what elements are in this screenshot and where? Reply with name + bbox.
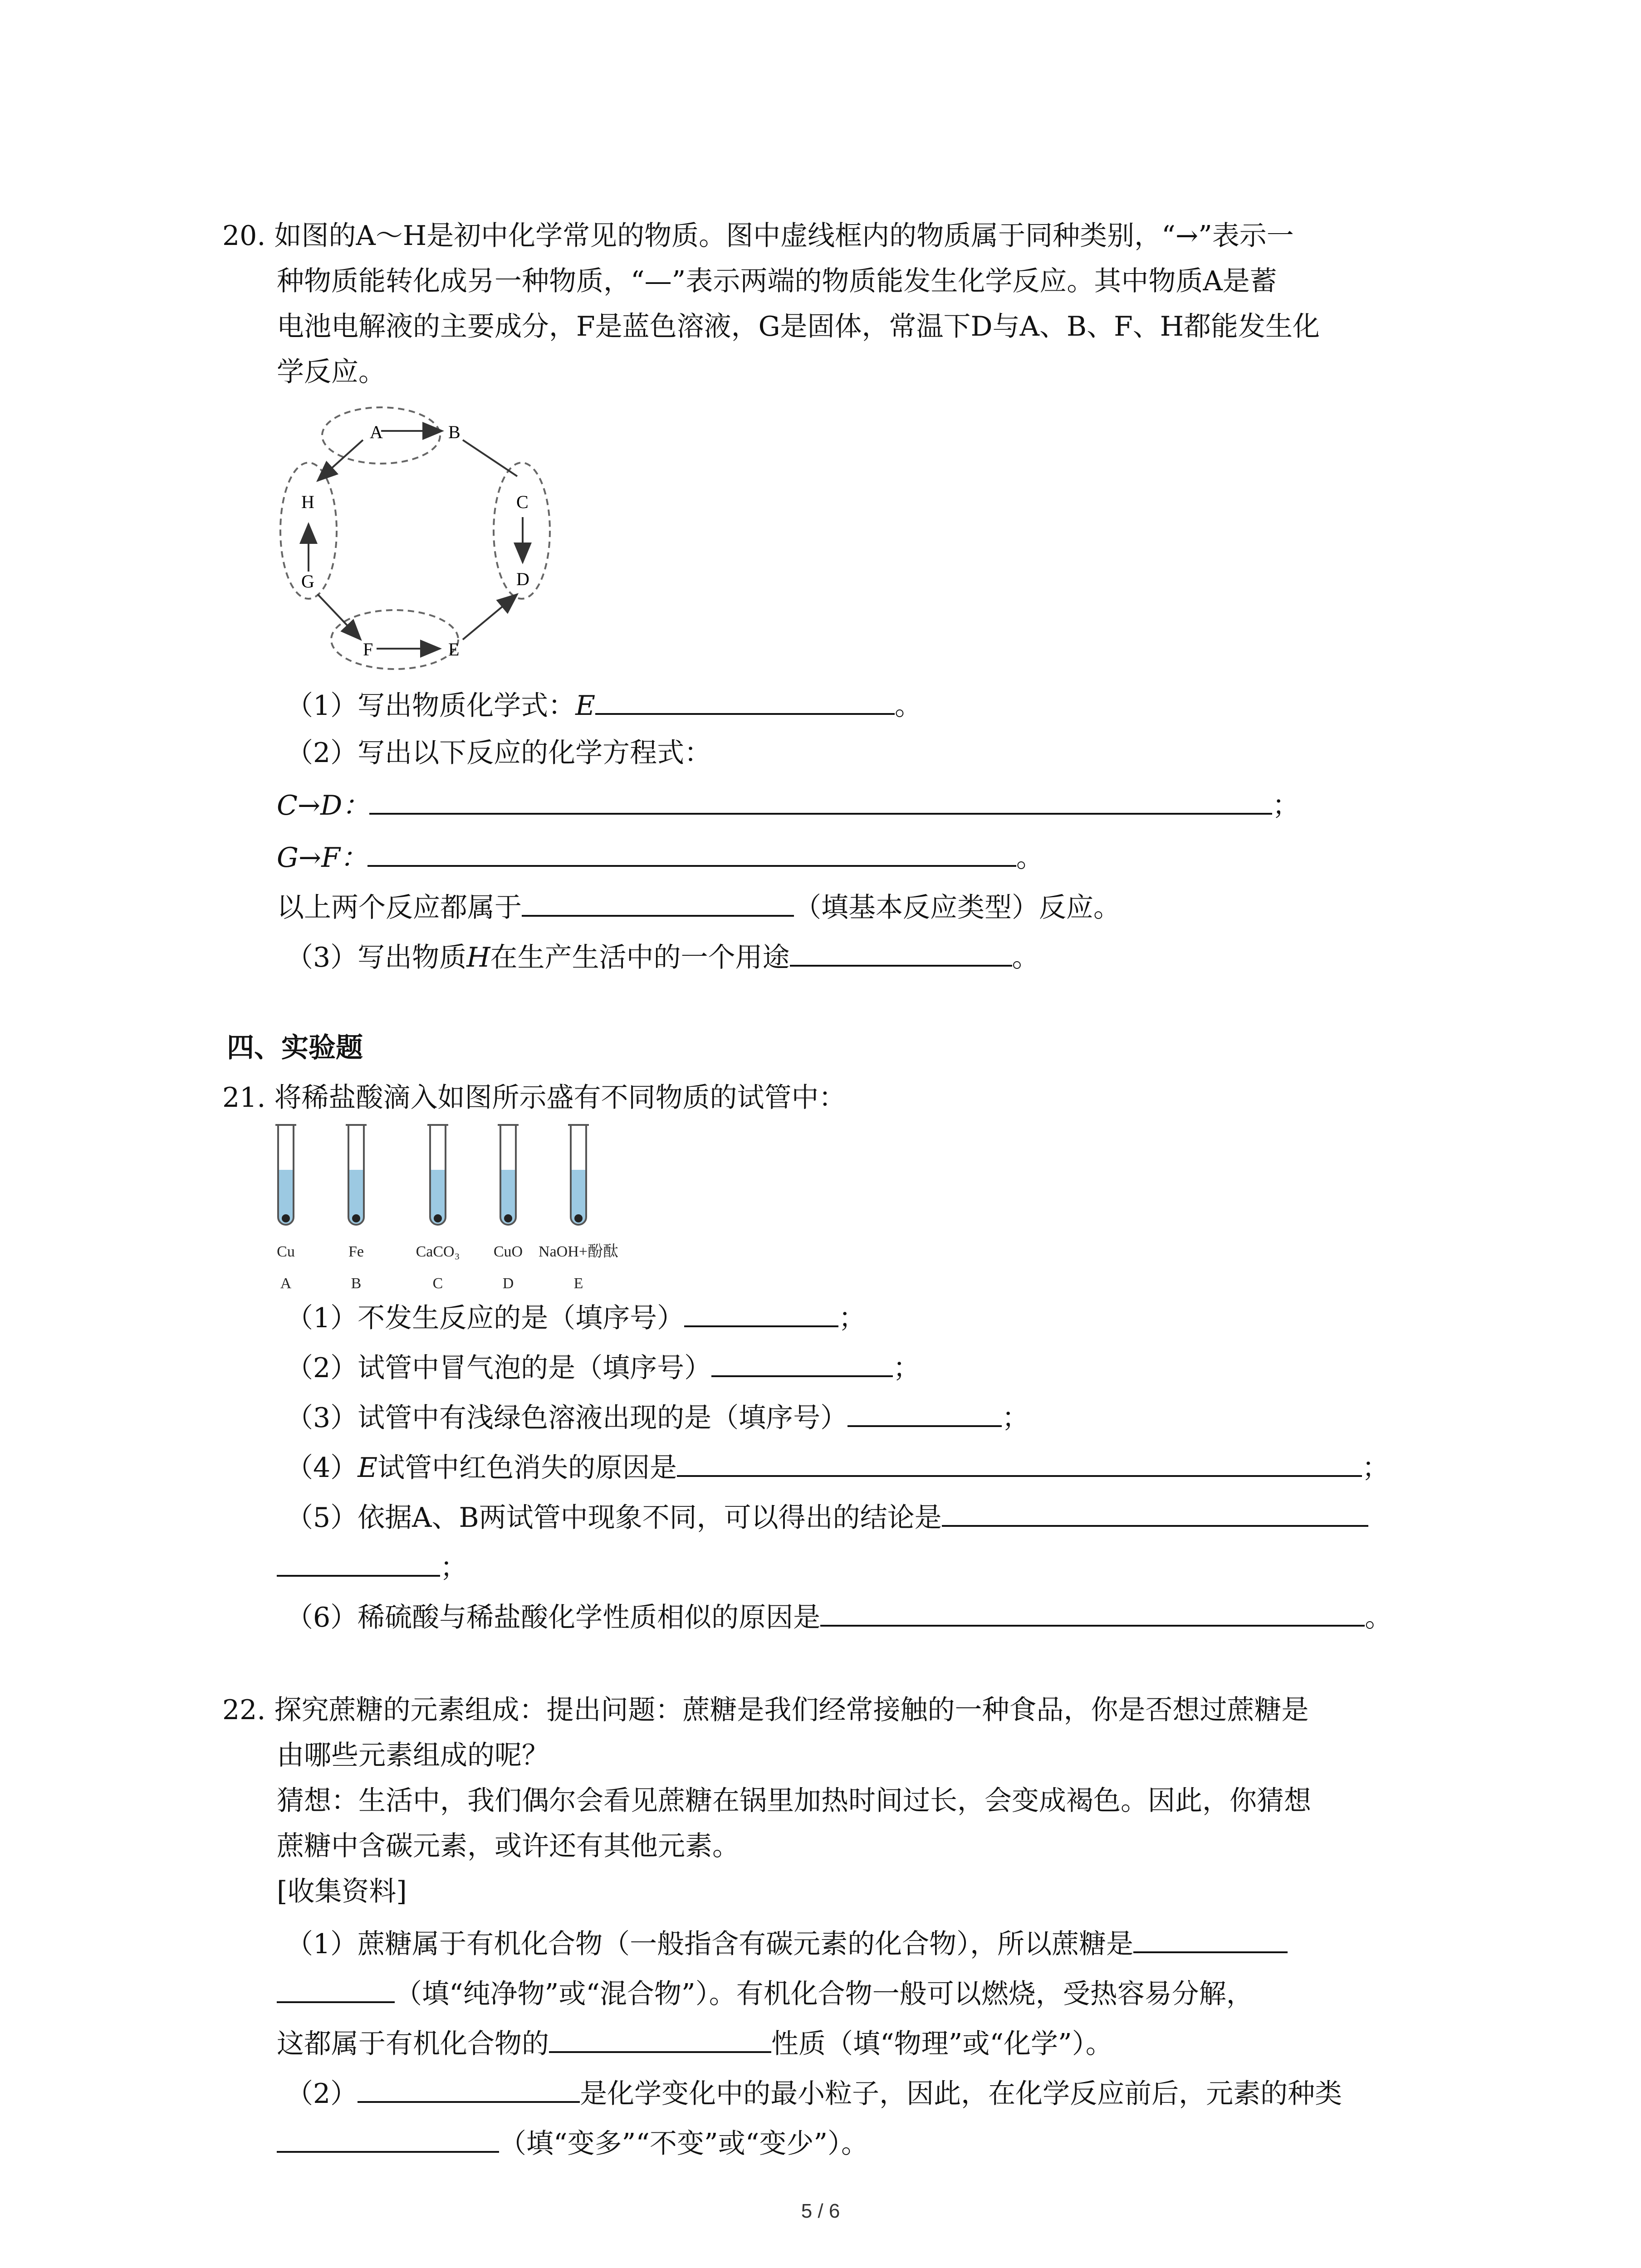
s1-end: ；: [838, 1302, 866, 1334]
tube-substance-label: CaCO₃: [416, 1243, 460, 1260]
q20-sub1-text: （1）写出物质化学式：: [286, 690, 576, 722]
s6-text: （6）稀硫酸与稀盐酸化学性质相似的原因是: [286, 1602, 821, 1633]
q21-s4: [286, 1447, 1389, 1486]
answer-blank-property[interactable]: [549, 2023, 771, 2053]
answer-blank-red-disappear[interactable]: [677, 1447, 1362, 1477]
answer-blank-pure-mixture-1[interactable]: [1133, 1923, 1288, 1953]
node-c: C: [516, 492, 529, 512]
answer-blank-conclusion-1[interactable]: [942, 1497, 1368, 1527]
s5-end: ；: [440, 1552, 467, 1584]
q20-line-3: 电池电解液的主要成分，F是蓝色溶液，G是固体，常温下D与A、B、F、H都能发生化: [277, 311, 1320, 342]
tube-letter-label: E: [573, 1275, 583, 1292]
section-title: 四、实验题: [227, 1032, 363, 1064]
test-tube-d: [494, 1125, 523, 1292]
cd-end: ；: [1272, 790, 1300, 821]
answer-blank-h-use[interactable]: [790, 937, 1012, 967]
p1a-text: （1）蔗糖属于有机化合物（一般指含有碳元素的化合物），所以蔗糖是: [286, 1928, 1134, 1960]
q20-cd-line: [277, 785, 1299, 824]
s1-text: （1）不发生反应的是（填序号）: [286, 1302, 685, 1334]
substance-relation-diagram: [272, 395, 572, 676]
answer-blank-c-to-d[interactable]: [369, 785, 1272, 815]
sub3-end: 。: [1012, 942, 1039, 973]
test-tube-e: [539, 1125, 618, 1292]
test-tube-b: [346, 1125, 367, 1292]
q21-s5-cont: [277, 1547, 467, 1586]
s3-text: （3）试管中有浅绿色溶液出现的是（填序号）: [286, 1402, 848, 1434]
p1c-post: 性质（填“物理”或“化学”）。: [771, 2028, 1113, 2060]
s4-pre: （4）: [286, 1452, 358, 1484]
s4-end: ；: [1362, 1452, 1389, 1484]
q22-collect-heading: [收集资料]: [277, 1876, 407, 1907]
answer-blank-g-to-f[interactable]: [367, 837, 1016, 867]
tube-solid: [574, 1214, 583, 1222]
q20-sub1-var: E: [575, 690, 595, 722]
test-tubes-figure: [272, 1120, 681, 1302]
answer-blank-reaction-type[interactable]: [522, 887, 794, 917]
tube-substance-label: NaOH+酚酞: [539, 1243, 618, 1260]
answer-blank-similar-reason[interactable]: [820, 1597, 1365, 1627]
tube-solid: [434, 1214, 442, 1222]
q20-reaction-type-line: [277, 887, 1121, 926]
s2-end: ；: [893, 1352, 921, 1384]
tube-letter-label: C: [432, 1275, 443, 1292]
tube-solid: [352, 1214, 360, 1222]
node-f: F: [363, 639, 373, 660]
answer-blank-light-green[interactable]: [847, 1397, 1002, 1427]
s5-text: （5）依据A、B两试管中现象不同，可以得出的结论是: [286, 1502, 942, 1534]
tube-solid: [504, 1214, 512, 1222]
link-b-c: [463, 440, 517, 476]
tube-letter-label: B: [351, 1275, 362, 1292]
node-a: A: [370, 422, 383, 442]
s6-end: 。: [1365, 1602, 1392, 1633]
q22-p1b: [277, 1973, 1254, 2012]
answer-blank-smallest-particle[interactable]: [358, 2073, 580, 2103]
q21-s3: [286, 1397, 1029, 1436]
answer-blank-e[interactable]: [595, 685, 895, 715]
q22-line-2: 由哪些元素组成的呢？: [277, 1740, 549, 1771]
q20-sub2: （2）写出以下反应的化学方程式：: [286, 737, 712, 769]
q20-sub1: [286, 685, 922, 724]
gf-label: G→F：: [277, 842, 367, 874]
sub3-pre: （3）写出物质: [286, 942, 467, 973]
p1c-pre: 这都属于有机化合物的: [277, 2028, 549, 2060]
q22-line-1: 22. 探究蔗糖的元素组成：提出问题：蔗糖是我们经常接触的一种食品，你是否想过蔗糖是: [222, 1694, 1309, 1726]
tube-substance-label: Fe: [348, 1243, 364, 1260]
tube-substance-label: Cu: [277, 1243, 295, 1260]
p2b-text: （填“变多”“不变”或“变少”）。: [499, 2128, 869, 2160]
reaction-type-pre: 以上两个反应都属于: [277, 892, 522, 924]
q22-p2b: [277, 2123, 868, 2162]
sub3-var: H: [466, 942, 490, 973]
arrow-a-to-h: [318, 440, 363, 481]
q20-line-1: 20. 如图的A～H是初中化学常见的物质。图中虚线框内的物质属于同种类别，“→”表示一: [222, 220, 1294, 252]
group-fe-ellipse: [331, 610, 458, 669]
answer-blank-pure-mixture-2[interactable]: [277, 1973, 395, 2003]
q21-intro: 21. 将稀盐酸滴入如图所示盛有不同物质的试管中：: [222, 1082, 846, 1114]
p2-pre: （2）: [286, 2078, 358, 2110]
p2-post: 是化学变化中的最小粒子，因此，在化学反应前后，元素的种类: [580, 2078, 1342, 2110]
node-h: H: [301, 492, 314, 512]
test-tube-a: [275, 1125, 296, 1292]
tube-letter-label: D: [502, 1275, 514, 1292]
answer-blank-no-reaction[interactable]: [684, 1297, 838, 1327]
q21-s2: [286, 1347, 920, 1386]
q22-line-4: 蔗糖中含碳元素，或许还有其他元素。: [277, 1830, 740, 1862]
q20-gf-line: [277, 837, 1043, 876]
answer-blank-bubbles[interactable]: [711, 1347, 893, 1377]
node-g: G: [301, 571, 314, 591]
answer-blank-element-kind[interactable]: [277, 2123, 499, 2153]
q21-s6: [286, 1597, 1392, 1636]
s4-var: E: [358, 1452, 377, 1484]
q22-p2: [286, 2073, 1342, 2112]
s2-text: （2）试管中冒气泡的是（填序号）: [286, 1352, 712, 1384]
sub3-post: 在生产生活中的一个用途: [490, 942, 790, 973]
q20-line-2: 种物质能转化成另一种物质，“—”表示两端的物质能发生化学反应。其中物质A是蓄: [277, 265, 1277, 297]
tube-letter-label: A: [280, 1275, 292, 1292]
s3-end: ；: [1002, 1402, 1029, 1434]
s4-post: 试管中红色消失的原因是: [377, 1452, 677, 1484]
q22-line-3: 猜想：生活中，我们偶尔会看见蔗糖在锅里加热时间过长，会变成褐色。因此，你猜想: [277, 1785, 1311, 1817]
tube-solid: [282, 1214, 290, 1222]
node-e: E: [448, 639, 460, 660]
q20-sub3: [286, 937, 1039, 976]
q21-s1: [286, 1297, 866, 1336]
node-d: D: [516, 569, 529, 589]
answer-blank-conclusion-2[interactable]: [277, 1547, 440, 1577]
q22-p1c: [277, 2023, 1113, 2062]
tube-substance-label: CuO: [493, 1243, 523, 1260]
reaction-type-post: （填基本反应类型）反应。: [794, 892, 1121, 924]
q20-line-4: 学反应。: [277, 356, 386, 388]
node-b: B: [448, 422, 460, 442]
test-tube-c: [416, 1125, 460, 1292]
gf-end: 。: [1016, 842, 1043, 874]
p1b-text: （填“纯净物”或“混合物”）。有机化合物一般可以燃烧，受热容易分解，: [395, 1978, 1254, 2010]
q20-sub1-end: 。: [895, 690, 922, 722]
cd-label: C→D：: [277, 790, 370, 821]
page-number: 5 / 6: [801, 2200, 840, 2222]
arrow-e-to-d: [463, 594, 517, 640]
q22-p1a: [286, 1923, 1288, 1962]
q21-s5: [286, 1497, 1368, 1536]
